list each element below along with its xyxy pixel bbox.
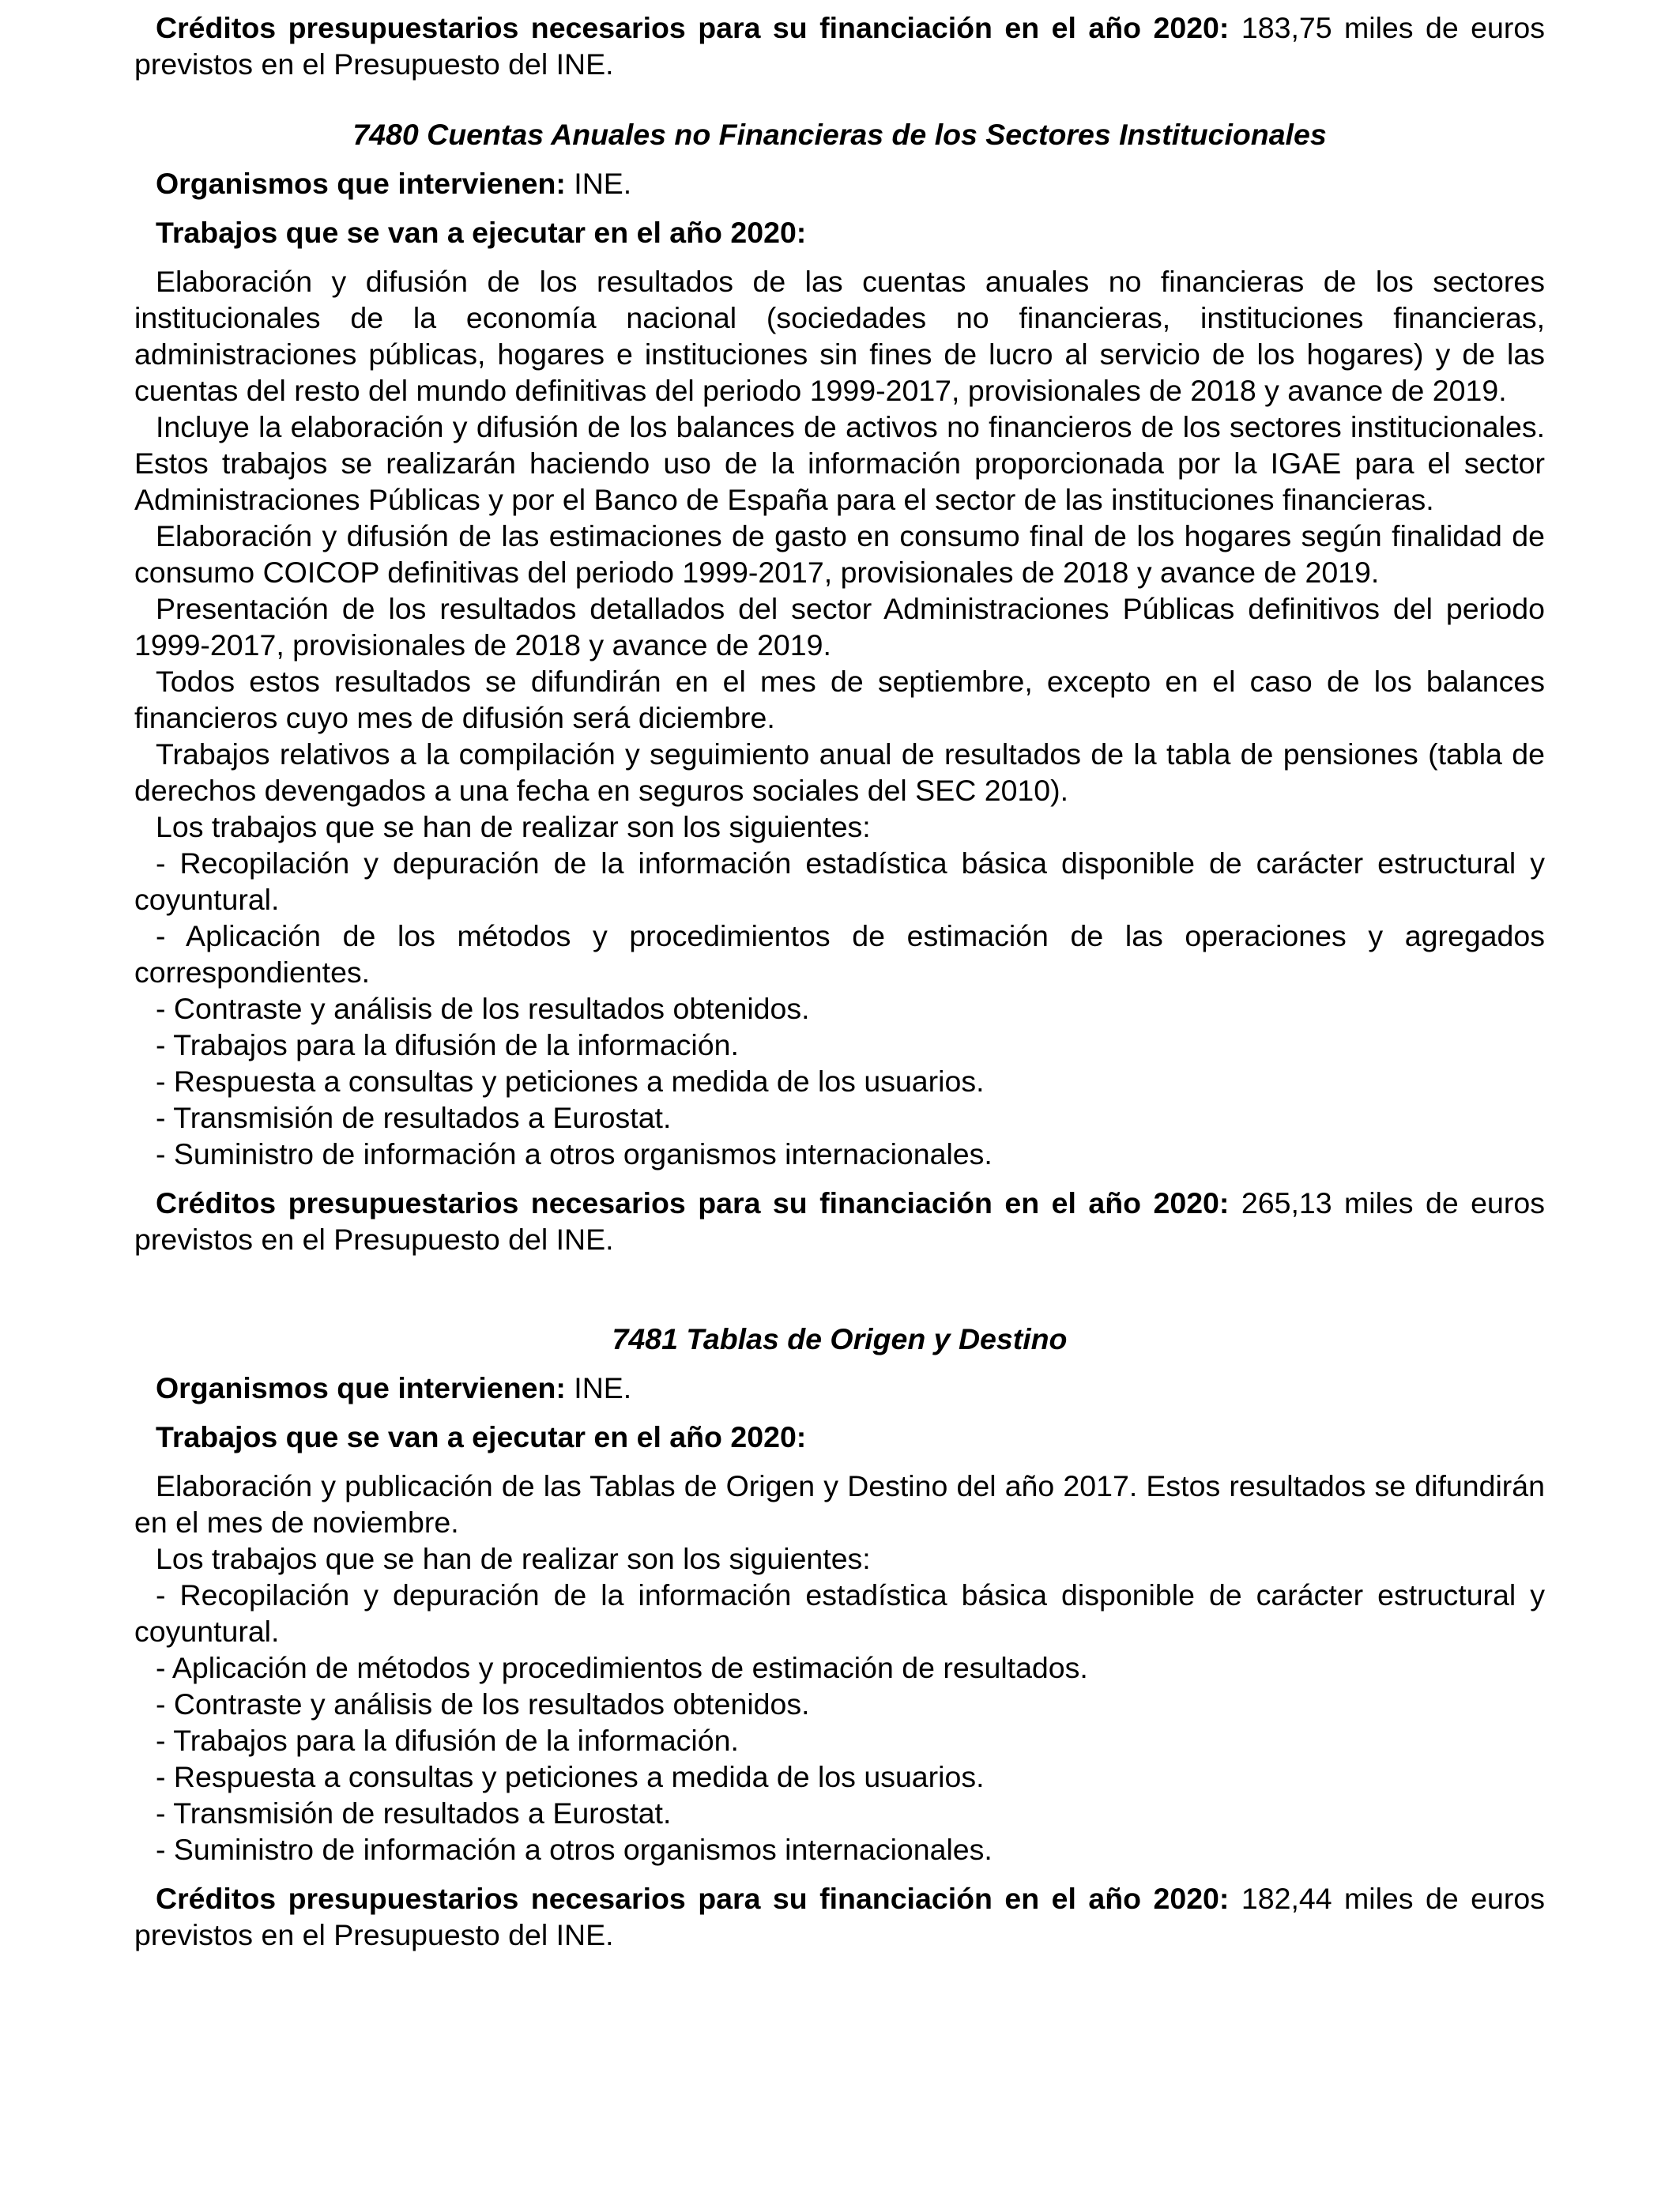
paragraph: Elaboración y publicación de las Tablas de Origen y Destino del año 2017. Estos resultados se difundirán en el mes de noviembre. — [134, 1469, 1545, 1539]
list-item: - Aplicación de métodos y procedimientos de estimación de resultados. — [156, 1651, 1088, 1684]
list-item: - Trabajos para la difusión de la información. — [156, 1724, 739, 1757]
list-item: - Suministro de información a otros organismos internacionales. — [156, 1833, 993, 1866]
organismos-7481 — [134, 1370, 1545, 1406]
credits-label: Créditos presupuestarios necesarios para su financiación en el año 2020: — [156, 1882, 1230, 1915]
list-item: - Recopilación y depuración de la información estadística básica disponible de carácter estructural y coyuntural. — [134, 846, 1545, 916]
credits-label: Créditos presupuestarios necesarios para su financiación en el año 2020: — [156, 11, 1230, 44]
section-title-7481: 7481 Tablas de Origen y Destino — [612, 1322, 1068, 1355]
trabajos-heading-7481: Trabajos que se van a ejecutar en el año 2020: — [156, 1420, 807, 1453]
intro-credits — [134, 9, 1545, 82]
list-item: - Transmisión de resultados a Eurostat. — [156, 1101, 672, 1134]
list-item: - Contraste y análisis de los resultados obtenidos. — [156, 1687, 810, 1721]
paragraph: Presentación de los resultados detallados del sector Administraciones Públicas definitivos del periodo 1999-2017, provisionales de 2018 y avance de 2019. — [134, 592, 1545, 662]
credits-text: 182,44 miles de euros previstos en el Presupuesto del INE. — [134, 1882, 1545, 1951]
organismos-value: INE. — [565, 167, 632, 200]
organismos-label: Organismos que intervienen: — [156, 1371, 566, 1404]
credits-text: 183,75 miles de euros previstos en el Presupuesto del INE. — [134, 11, 1545, 81]
list-item: - Suministro de información a otros organismos internacionales. — [156, 1137, 993, 1171]
credits-7481 — [134, 1880, 1545, 1953]
paragraph: Incluye la elaboración y difusión de los balances de activos no financieros de los sectores institucionales. Estos trabajos se realizarán haciendo uso de la información proporcionada por la IGAE para el sector Administraciones Públicas y por el Banco de España para el sector de las instituciones financieras. — [134, 410, 1545, 516]
credits-label: Créditos presupuestarios necesarios para su financiación en el año 2020: — [156, 1186, 1230, 1220]
list-item: - Respuesta a consultas y peticiones a medida de los usuarios. — [156, 1065, 985, 1098]
credits-text: 265,13 miles de euros previstos en el Presupuesto del INE. — [134, 1186, 1545, 1256]
paragraph: Trabajos relativos a la compilación y seguimiento anual de resultados de la tabla de pensiones (tabla de derechos devengados a una fecha en seguros sociales del SEC 2010). — [134, 737, 1545, 807]
organismos-value: INE. — [565, 1371, 632, 1404]
trabajos-heading-7480: Trabajos que se van a ejecutar en el año 2020: — [156, 216, 807, 249]
document-page — [134, 9, 1545, 1953]
organismos-7480 — [134, 165, 1545, 202]
list-item: - Aplicación de los métodos y procedimientos de estimación de las operaciones y agregados correspondientes. — [134, 919, 1545, 989]
paragraph: Los trabajos que se han de realizar son los siguientes: — [156, 810, 871, 843]
list-item: - Recopilación y depuración de la información estadística básica disponible de carácter estructural y coyuntural. — [134, 1578, 1545, 1648]
list-item: - Transmisión de resultados a Eurostat. — [156, 1796, 672, 1830]
list-item: - Respuesta a consultas y peticiones a medida de los usuarios. — [156, 1760, 985, 1793]
list-item: - Contraste y análisis de los resultados obtenidos. — [156, 992, 810, 1025]
paragraph: Los trabajos que se han de realizar son los siguientes: — [156, 1542, 871, 1575]
section-title-7480: 7480 Cuentas Anuales no Financieras de los Sectores Institucionales — [352, 118, 1327, 151]
paragraph: Elaboración y difusión de los resultados de las cuentas anuales no financieras de los sectores institucionales de la economía nacional (sociedades no financieras, instituciones financieras, administraciones públicas, hogares e instituciones sin fines de lucro al servicio de los hogares) y de las cuentas del resto del mundo definitivas del periodo 1999-2017, provisionales de 2018 y avance de 2019. — [134, 265, 1545, 407]
paragraph: Elaboración y difusión de las estimaciones de gasto en consumo final de los hogares según finalidad de consumo COICOP definitivas del periodo 1999-2017, provisionales de 2018 y avance de 2019. — [134, 519, 1545, 589]
organismos-label: Organismos que intervienen: — [156, 167, 566, 200]
credits-7480 — [134, 1185, 1545, 1257]
list-item: - Trabajos para la difusión de la información. — [156, 1028, 739, 1061]
paragraph: Todos estos resultados se difundirán en el mes de septiembre, excepto en el caso de los balances financieros cuyo mes de difusión será diciembre. — [134, 665, 1545, 734]
